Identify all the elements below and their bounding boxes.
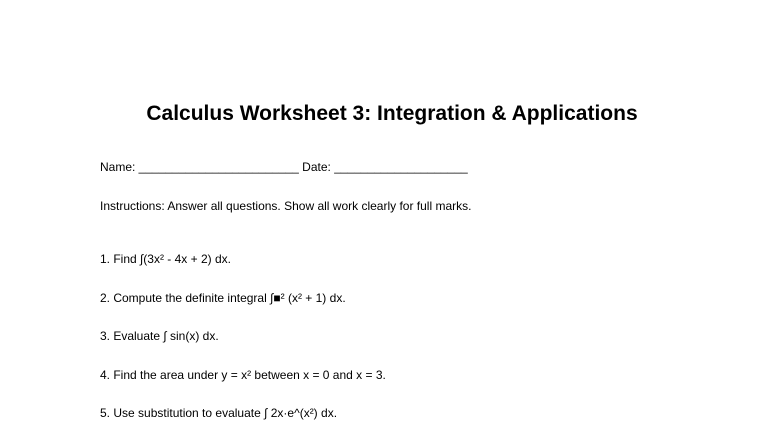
question-4: 4. Find the area under y = x² between x = 0 and x = 3. <box>100 368 386 382</box>
question-5: 5. Use substitution to evaluate ∫ 2x·e^(x²) dx. <box>100 406 338 420</box>
question-2: 2. Compute the definite integral ∫■² (x² + 1) dx. <box>100 291 346 305</box>
question-1: 1. Find ∫(3x² - 4x + 2) dx. <box>100 252 231 266</box>
page-title: Calculus Worksheet 3: Integration & Applications <box>146 102 638 125</box>
instructions-text: Instructions: Answer all questions. Show all work clearly for full marks. <box>100 199 472 213</box>
question-3: 3. Evaluate ∫ sin(x) dx. <box>100 329 219 343</box>
name-date-line: Name: ________________________ Date: ____________________ <box>100 160 468 174</box>
